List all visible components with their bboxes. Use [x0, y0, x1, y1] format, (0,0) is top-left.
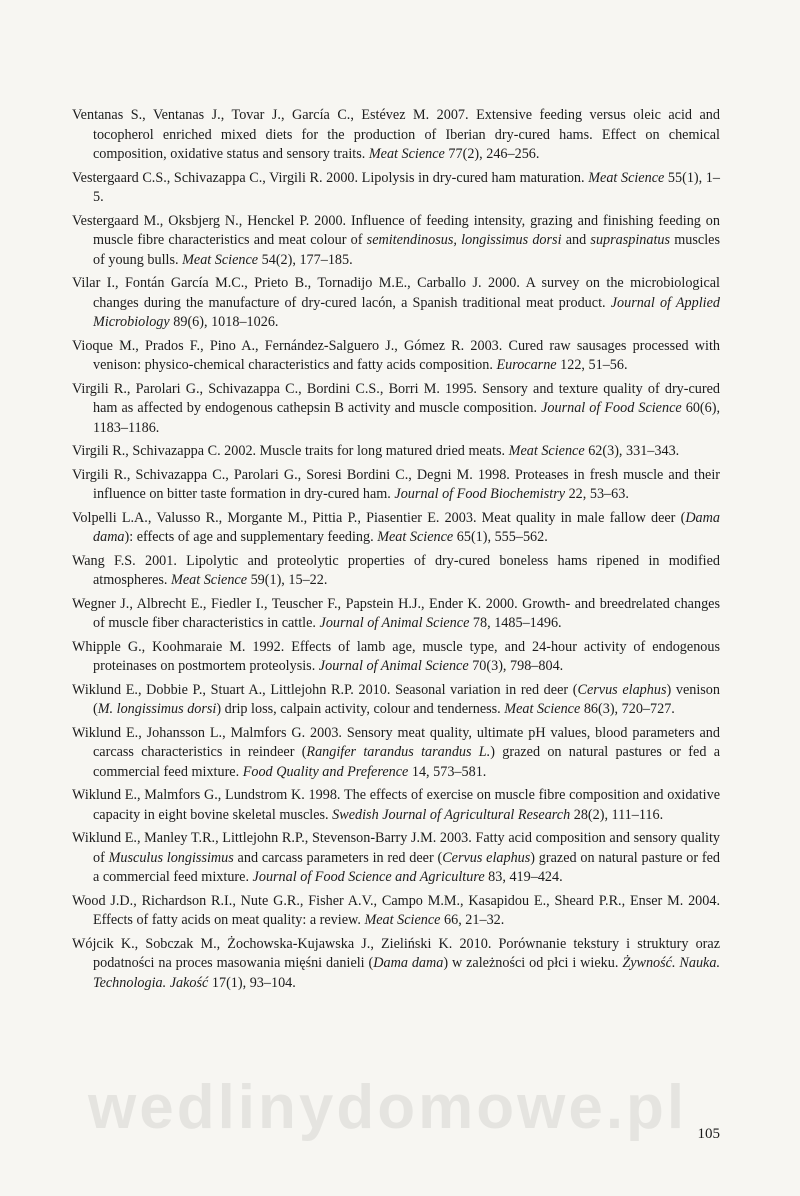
reference-text: Wegner J., Albrecht E., Fiedler I., Teuscher F., Papstein H.J., Ender K. 2000. Growth- and breedrelated changes of muscle fiber characteristics in cattle.	[72, 595, 720, 632]
journal-title: Eurocarne	[496, 357, 557, 374]
reference-entry: Vestergaard M., Oksbjerg N., Henckel P. 2000. Influence of feeding intensity, grazing and finishing feeding on muscle fibre characteristics and meat colour of semitendinosus, longissimus dorsi and supraspinatus muscles of young bulls. Meat Science 54(2), 177–185.	[72, 212, 720, 268]
reference-entry	[72, 380, 720, 439]
reference-text: Virgili R., Schivazappa C., Parolari G., Soresi Bordini C., Degni M. 1998. Proteases in fresh muscle and their influence on bitter taste formation in dry-cured ham.	[72, 466, 720, 503]
journal-title: Meat Science	[508, 443, 585, 460]
reference-text: Wood J.D., Richardson R.I., Nute G.R., Fisher A.V., Campo M.M., Kasapidou E., Sheard P.R., Enser M. 2004. Effects of fatty acids on meat quality: a review.	[72, 892, 720, 929]
journal-title: Journal of Food Biochemistry	[394, 486, 566, 503]
reference-volume-pages: 28(2), 111–116.	[570, 806, 664, 823]
reference-entry: Wiklund E., Dobbie P., Stuart A., Littlejohn R.P. 2010. Seasonal variation in red deer (Cervus elaphus) venison (M. longissimus dorsi) drip loss, calpain activity, colour and tenderness. Meat Science 86(3), 720–727.	[72, 681, 720, 718]
journal-title: Journal of Food Science	[541, 400, 682, 417]
reference-text: Ventanas S., Ventanas J., Tovar J., García C., Estévez M. 2007. Extensive feeding versus oleic acid and tocopherol enriched mixed diets for the production of Iberian dry-cured hams. Effect on chemical composition, oxidative status and sensory traits.	[72, 107, 720, 163]
watermark: wedlinydomowe.pl	[88, 1073, 688, 1142]
reference-volume-pages: 62(3), 331–343.	[584, 443, 680, 460]
reference-volume-pages: 70(3), 798–804.	[468, 658, 564, 675]
reference-text: Vilar I., Fontán García M.C., Prieto B., Tornadijo M.E., Carballo J. 2000. A survey on the microbiological changes during the manufacture of dry-cured lacón, a Spanish traditional meat product.	[72, 275, 720, 311]
reference-entry	[72, 466, 720, 505]
journal-title: Meat Science	[171, 572, 248, 589]
reference-text: Vestergaard C.S., Schivazappa C., Virgili R. 2000. Lipolysis in dry-cured ham maturation.	[72, 169, 589, 186]
page-number: 105	[697, 1126, 720, 1142]
reference-entry	[72, 106, 720, 165]
reference-entry	[72, 786, 720, 825]
reference-text: Vioque M., Prados F., Pino A., Fernández-Salguero J., Gómez R. 2003. Cured raw sausages processed with venison: physico-chemical characteristics and fatty acids composition.	[72, 337, 720, 374]
reference-volume-pages: 77(2), 246–256.	[444, 146, 540, 163]
reference-entry	[72, 595, 720, 634]
reference-entry	[72, 892, 720, 931]
reference-list	[72, 106, 720, 997]
reference-volume-pages: 55(1), 1–5.	[93, 169, 720, 206]
reference-text: Virgili R., Parolari G., Schivazappa C., Bordini C.S., Borri M. 1995. Sensory and texture quality of dry-cured ham as affected by endogenous cathepsin B activity and muscle composition.	[72, 380, 720, 417]
reference-entry: Volpelli L.A., Valusso R., Morgante M., Pittia P., Piasentier E. 2003. Meat quality in male fallow deer (Dama dama): effects of age and supplementary feeding. Meat Science 65(1), 555–562.	[72, 509, 720, 546]
reference-text: Whipple G., Koohmaraie M. 1992. Effects of lamb age, muscle type, and 24-hour activity of endogenous proteinases on postmortem proteolysis.	[72, 638, 720, 675]
journal-title: Journal of Applied Microbiology	[93, 294, 720, 331]
reference-entry	[72, 638, 720, 677]
journal-title: Meat Science	[368, 146, 445, 163]
reference-volume-pages: 22, 53–63.	[565, 486, 629, 503]
reference-entry: Wiklund E., Manley T.R., Littlejohn R.P., Stevenson-Barry J.M. 2003. Fatty acid composition and sensory quality of Musculus longissimus and carcass parameters in red deer (Cervus elaphus) grazed on natural pasture or fed a commercial feed mixture. Journal of Food Science and Agriculture 83, 419–424.	[72, 830, 720, 886]
journal-title: Swedish Journal of Agricultural Research	[332, 806, 571, 823]
reference-volume-pages: 122, 51–56.	[556, 357, 628, 374]
journal-title: Meat Science	[588, 169, 665, 186]
journal-title: Journal of Animal Science	[319, 615, 470, 632]
reference-entry	[72, 274, 720, 333]
reference-volume-pages: 59(1), 15–22.	[247, 572, 328, 589]
reference-text: Wiklund E., Malmfors G., Lundstrom K. 1998. The effects of exercise on muscle fibre composition and oxidative capacity in eight bovine skeletal muscles.	[72, 787, 720, 823]
journal-title: Meat Science	[364, 912, 441, 929]
reference-entry	[72, 442, 720, 462]
reference-volume-pages: 60(6), 1183–1186.	[93, 400, 720, 436]
reference-volume-pages: 66, 21–32.	[440, 912, 505, 929]
reference-volume-pages: 89(6), 1018–1026.	[169, 314, 279, 331]
reference-entry	[72, 552, 720, 591]
reference-text: Wang F.S. 2001. Lipolytic and proteolytic properties of dry-cured boneless hams ripened in modified atmospheres.	[72, 552, 720, 589]
reference-entry: Wiklund E., Johansson L., Malmfors G. 2003. Sensory meat quality, ultimate pH values, blood parameters and carcass characteristics in reindeer (Rangifer tarandus tarandus L.) grazed on natural pastures or fed a commercial feed mixture. Food Quality and Preference 14, 573–581.	[72, 724, 720, 780]
journal-title: Journal of Animal Science	[318, 658, 469, 675]
reference-volume-pages: 78, 1485–1496.	[469, 615, 562, 632]
reference-entry: Wójcik K., Sobczak M., Żochowska-Kujawska J., Zieliński K. 2010. Porównanie tekstury i struktury oraz podatności na proces masowania mięśni danieli (Dama dama) w zależności od płci i wieku. Żywność. Nauka. Technologia. Jakość 17(1), 93–104.	[72, 935, 720, 991]
reference-entry	[72, 169, 720, 208]
reference-entry	[72, 337, 720, 376]
reference-text: Virgili R., Schivazappa C. 2002. Muscle traits for long matured dried meats.	[72, 443, 509, 460]
